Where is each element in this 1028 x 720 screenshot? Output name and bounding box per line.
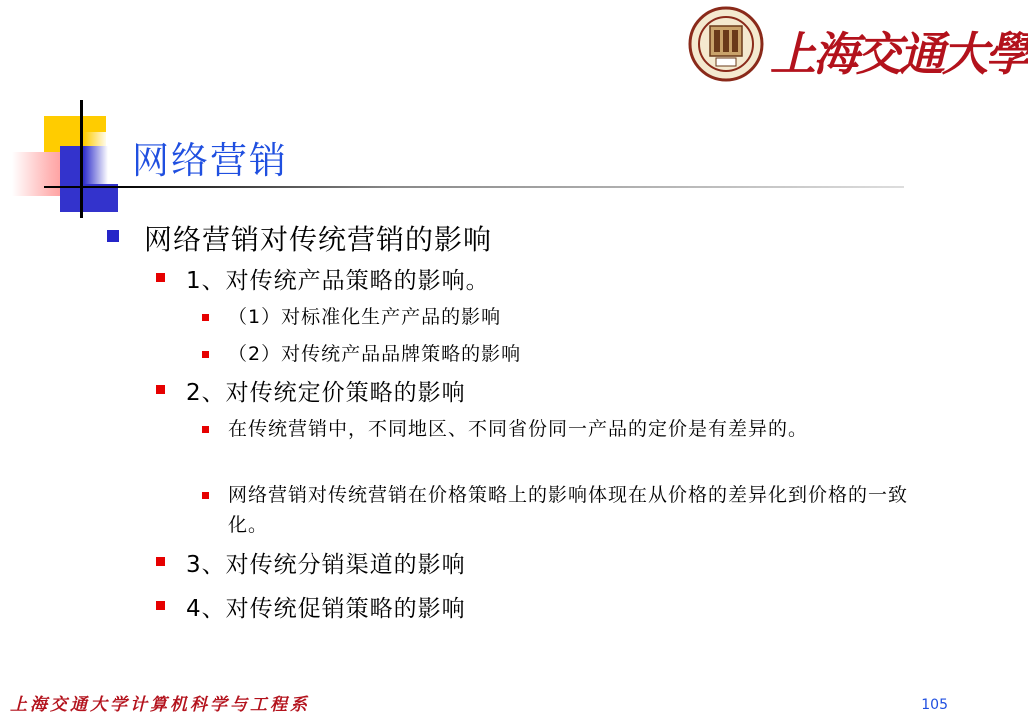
bullet-level3	[228, 339, 908, 369]
bullet-level3	[228, 414, 908, 444]
bullet-level2	[186, 374, 466, 407]
bullet-text: 网络营销对传统营销在价格策略上的影响体现在从价格的差异化到价格的一致化。	[228, 484, 909, 536]
vertical-rule	[80, 100, 83, 218]
bullet-square-icon	[202, 351, 209, 358]
bullet-text: （1）对标准化生产产品的影响	[228, 306, 502, 328]
logo-text: 上海交通大學	[770, 27, 1028, 81]
fade-overlay	[84, 132, 124, 184]
bullet-text: 3、对传统分销渠道的影响	[186, 552, 466, 578]
bullet-square-icon	[202, 426, 209, 433]
bullet-square-icon	[107, 230, 119, 242]
bullet-level1	[144, 218, 492, 258]
university-seal-icon	[688, 6, 764, 82]
slide-title: 网络营销	[132, 139, 288, 182]
bullet-text: 4、对传统促销策略的影响	[186, 596, 466, 622]
bullet-text: （2）对传统产品品牌策略的影响	[228, 343, 522, 365]
bullet-level3	[228, 302, 908, 332]
bullet-square-icon	[202, 492, 209, 499]
title-underline	[44, 186, 904, 188]
bullet-square-icon	[156, 273, 165, 282]
bullet-square-icon	[156, 385, 165, 394]
bullet-text: 1、对传统产品策略的影响。	[186, 268, 490, 294]
footer-department: 上海交通大学计算机科学与工程系	[10, 695, 310, 715]
bullet-square-icon	[202, 314, 209, 321]
bullet-level2	[186, 546, 466, 579]
bullet-square-icon	[156, 601, 165, 610]
bullet-text: 在传统营销中，不同地区、不同省份同一产品的定价是有差异的。	[228, 418, 809, 440]
bullet-level2	[186, 262, 490, 295]
bullet-text: 网络营销对传统营销的影响	[144, 223, 493, 256]
university-logo	[688, 6, 1028, 82]
bullet-text: 2、对传统定价策略的影响	[186, 380, 466, 406]
bullet-square-icon	[156, 557, 165, 566]
page-number: 105	[921, 697, 948, 713]
bullet-level3	[228, 480, 908, 540]
bullet-level2	[186, 590, 466, 623]
